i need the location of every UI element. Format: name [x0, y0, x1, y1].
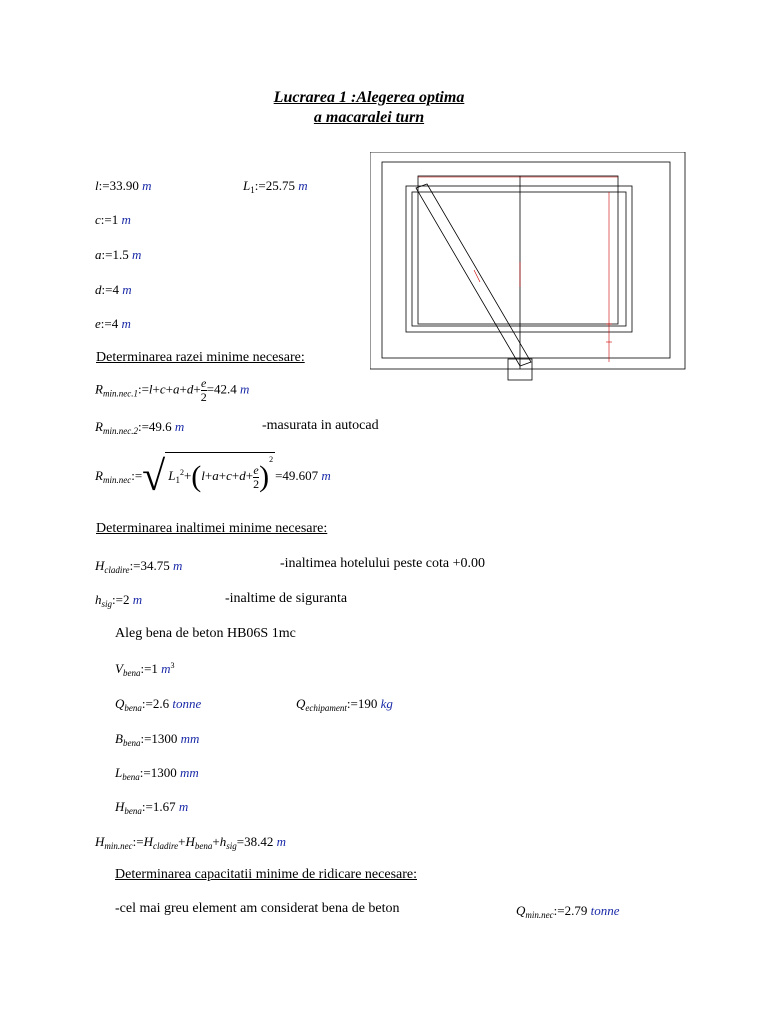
eq-c: c:=1 m: [95, 212, 131, 227]
eq-b-bena: $B_{bena}:=1300$ mm: [115, 731, 200, 748]
dimension-line-diag: [474, 270, 480, 282]
heading-height: Determinarea inaltimei minime necesare:: [96, 521, 328, 536]
building-outline-inner: [418, 176, 618, 324]
site-plan-drawing: [370, 152, 686, 382]
eq-l: l:=33.90 m: [95, 178, 152, 193]
eq-e: e:=4 m: [95, 316, 131, 331]
site-outer-boundary: [370, 152, 685, 369]
heading-radius: Determinarea razei minime necesare:: [96, 350, 305, 365]
note-autocad: -masurata in autocad: [262, 418, 379, 433]
eq-q-min: $Q_{min.nec}:=2.79$ tonne: [516, 903, 620, 920]
note-h-cladire: -inaltimea hotelului peste cota +0.00: [280, 556, 486, 571]
eq-l-bena: $L_{bena}:=1300$ mm: [115, 765, 199, 782]
heading-capacity: Determinarea capacitatii minime de ridicare necesare:: [115, 867, 417, 882]
eq-q-echipament: $Q_{echipament}:=190$ kg: [296, 696, 393, 713]
title-line-1: Lucrarea 1 :Alegerea optima: [273, 89, 465, 106]
eq-h-cladire: $H_{cladire}:=34.75$ m: [95, 558, 183, 575]
eq-h-sig: $h_{sig}:=2$ m: [95, 592, 143, 609]
eq-a: a:=1.5 m: [95, 247, 142, 262]
crane-jib-diagonal: [416, 184, 531, 366]
note-h-sig: -inaltime de siguranta: [225, 591, 348, 606]
eq-r-min-2: $R_{min.nec.2}:=49.6$ m: [95, 419, 185, 436]
eq-q-bena: $Q_{bena}:=2.6$ tonne: [115, 696, 202, 713]
eq-r-min: $R_{min.nec}:=√$ $L_1^2+(l+a+c+d+$ $\frac{e}{2}$ )$^2$=49.607 m: [95, 452, 331, 494]
building-outline-middle: [412, 192, 626, 326]
eq-r-min-1: $R_{min.nec.1}:=l+c+a+d+$ $\frac{e}{2}$ =42.4 m: [95, 376, 250, 404]
note-capacity: -cel mai greu element am considerat bena de beton: [115, 901, 400, 916]
title-line-2: a macaralei turn: [313, 109, 425, 126]
site-inner-boundary: [382, 162, 670, 358]
eq-h-min: $H_{min.nec}:=H_{cladire}+H_{bena}+h_{sig}=38.42$ m: [95, 834, 286, 851]
building-outline-outer: [406, 186, 632, 332]
eq-L1: $L_1:=25.75$ m: [243, 178, 308, 195]
eq-h-bena: $H_{bena}:=1.67$ m: [115, 799, 189, 816]
eq-d: d:=4 m: [95, 282, 132, 297]
bena-choice: Aleg bena de beton HB06S 1mc: [115, 626, 296, 641]
eq-v-bena: $V_{bena}:=1$ $m^3$: [115, 661, 175, 678]
